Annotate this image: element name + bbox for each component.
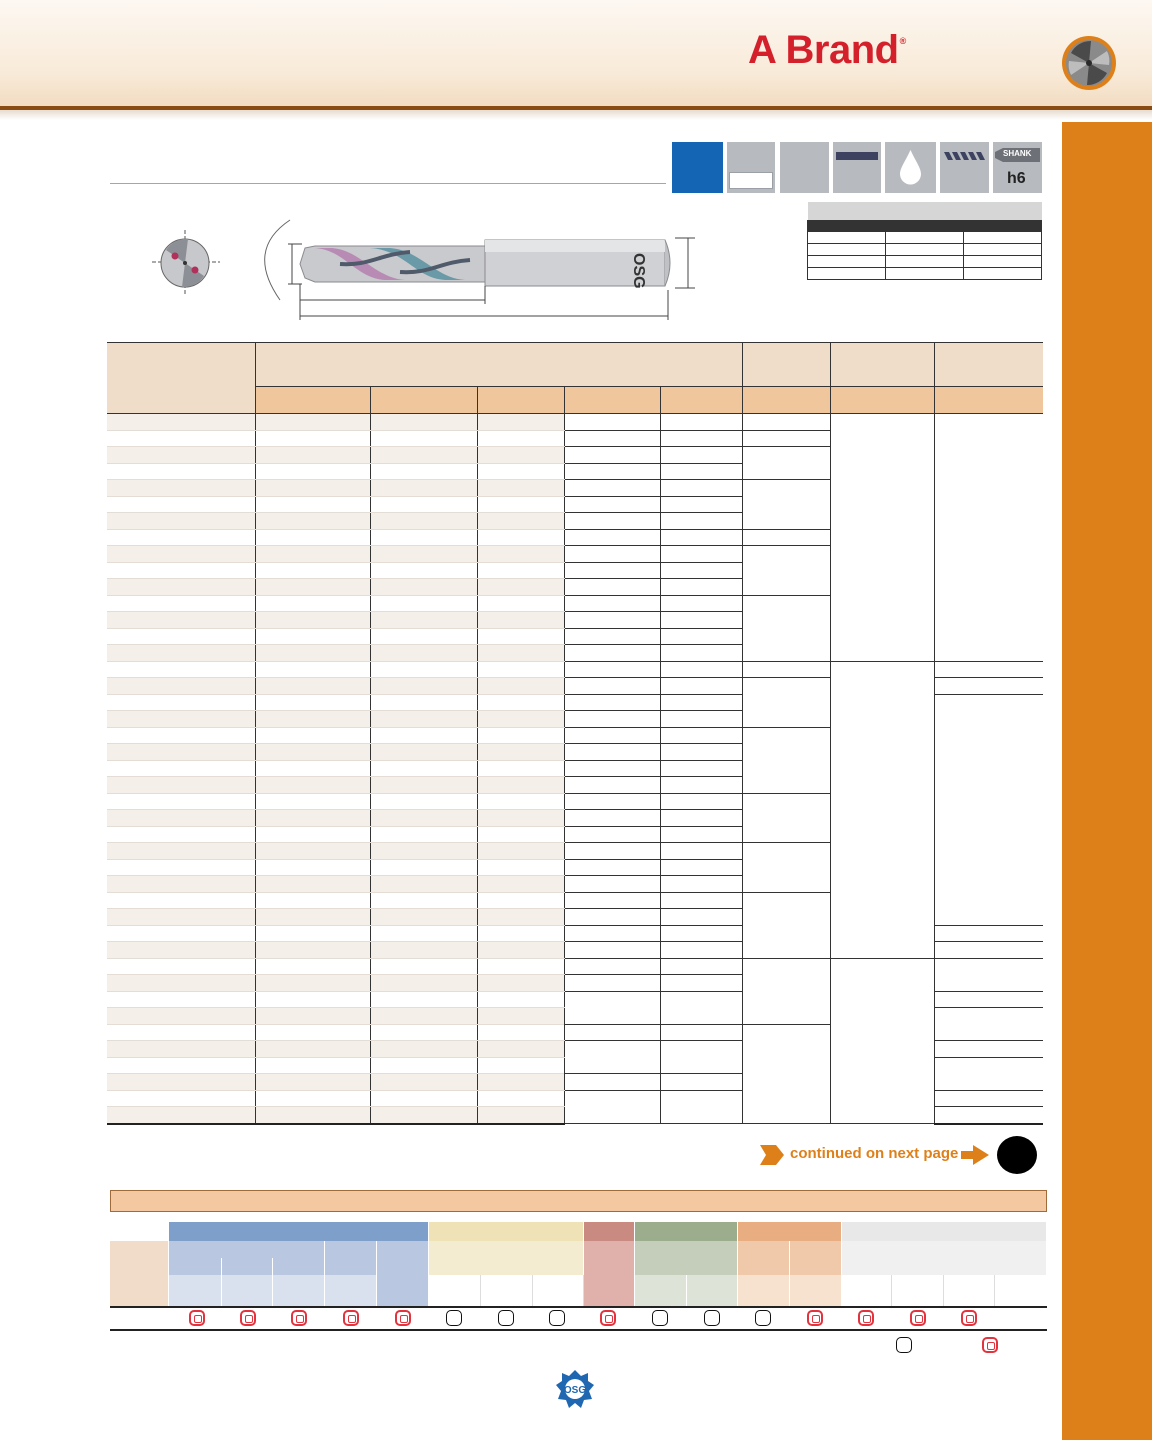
shank-label: SHANK: [1003, 149, 1032, 158]
header-col-a: [742, 343, 830, 387]
rating-excellent: [240, 1310, 256, 1326]
material-group-steel: [169, 1222, 429, 1241]
rating-excellent: [858, 1310, 874, 1326]
drill-end-icon: [1061, 35, 1117, 91]
spec-icon-tool-material: [672, 142, 723, 193]
spec-icon-helix: [940, 142, 989, 193]
svg-text:OSG: OSG: [563, 1385, 587, 1396]
rating-good: [755, 1310, 771, 1326]
brand-title: [748, 28, 906, 73]
material-rule-top: [110, 1306, 1047, 1308]
rating-good: [652, 1310, 668, 1326]
spec-icon-coolant: [885, 142, 936, 193]
header-col-c: [934, 343, 1043, 387]
rating-good: [446, 1310, 462, 1326]
product-table: [107, 342, 1043, 1125]
rating-excellent: [910, 1310, 926, 1326]
header-shadow: [0, 110, 1152, 120]
drill-diagram: [140, 210, 720, 330]
spec-icon-coating: [727, 142, 775, 193]
legend-good-symbol: [896, 1337, 912, 1353]
header-band: [0, 0, 1152, 106]
header-edp: [107, 343, 255, 414]
material-rule-bottom: [110, 1329, 1047, 1331]
arrow-right-icon: [961, 1145, 989, 1165]
shank-tolerance: h6: [1007, 170, 1026, 187]
application-band: [110, 1190, 1047, 1212]
drill-end-view: [152, 230, 220, 296]
material-group-stainless: [429, 1222, 584, 1241]
rating-good: [704, 1310, 720, 1326]
helix-stripe-icon: [940, 142, 989, 193]
header-dimensions: [255, 343, 742, 387]
material-group-heat-resistant: [738, 1222, 842, 1241]
arrow-right-icon: [760, 1145, 784, 1165]
registered-mark: ®: [899, 36, 906, 46]
material-group-hardened: [842, 1222, 1047, 1241]
rating-excellent: [807, 1310, 823, 1326]
tolerance-table: [807, 202, 1042, 280]
side-color-bar: [1062, 122, 1152, 1440]
brand-name: A Brand: [748, 28, 899, 72]
tolerance-table-header: [808, 202, 1042, 221]
header-col-b: [830, 343, 934, 387]
rating-excellent: [395, 1310, 411, 1326]
rating-excellent: [189, 1310, 205, 1326]
rating-excellent: [343, 1310, 359, 1326]
continued-notice: continued on next page: [790, 1145, 959, 1162]
rating-good: [498, 1310, 514, 1326]
drill-side-view: [265, 220, 695, 320]
svg-text:OSG: OSG: [630, 253, 647, 289]
page-marker-dot: [997, 1136, 1037, 1174]
coolant-drop-icon: [885, 142, 936, 193]
osg-logo-icon: [555, 1369, 595, 1409]
legend-excellent-symbol: [982, 1337, 998, 1353]
spec-icon-shank: [993, 142, 1042, 193]
rating-excellent: [961, 1310, 977, 1326]
material-group-nonferrous: [635, 1222, 738, 1241]
spec-icon-length: [833, 142, 881, 193]
title-underline: [110, 183, 666, 184]
rating-excellent: [600, 1310, 616, 1326]
spec-icon-flute: [780, 142, 829, 193]
rating-good: [549, 1310, 565, 1326]
material-group-castiron: [584, 1222, 635, 1241]
rating-excellent: [291, 1310, 307, 1326]
material-row-label: [110, 1241, 169, 1306]
